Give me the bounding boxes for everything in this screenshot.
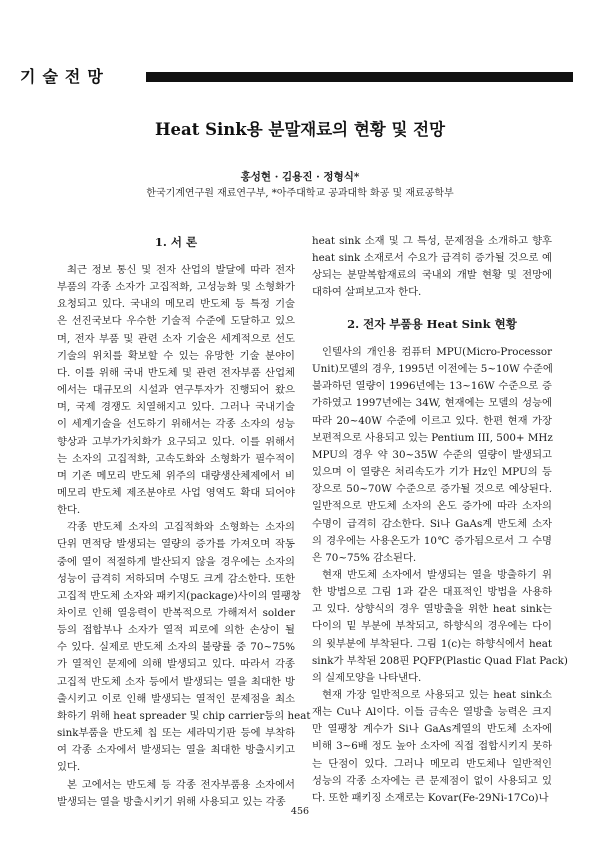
text-line: 는 소자의 고집적화, 고속도화와 소형화가 필수적이	[57, 452, 295, 465]
text-line: 현재 가장 일반적으로 사용되고 있는 heat sink소	[322, 689, 552, 701]
section-heading-heat-sink-status: 2. 전자 부품용 Heat Sink 현황	[347, 317, 517, 331]
text-line: 발생되는 열을 방출시키기 위해 사용되고 있는 각종	[57, 795, 286, 808]
text-line: sink부품을 반도체 칩 또는 세라믹기판 등에 부착하	[57, 727, 295, 740]
text-line: 가 열적인 문제에 의해 발생되고 있다. 따라서 각종	[57, 658, 295, 671]
text-line: sink가 부착된 208핀 PQFP(Plastic Quad Flat Pack)	[312, 654, 568, 667]
text-line: 최근 정보 통신 및 전자 산업의 발달에 따라 전자	[67, 264, 295, 276]
header-rule	[146, 72, 573, 82]
text-line: 화하기 위해 heat spreader 및 chip carrier등의 heat	[57, 709, 311, 722]
text-line: 며, 국제 경쟁도 치열해지고 있다. 그러나 국내기술	[57, 401, 295, 414]
text-line: 고집적 반도체 소자 등에서 발생되는 열을 최대한 방	[57, 675, 295, 688]
text-line: 인텔사의 개인용 컴퓨터 MPU(Micro-Processor	[322, 346, 552, 358]
text-line: 다. 또한 패키징 소재로는 Kovar(Fe-29Ni-17Co)나	[312, 791, 549, 804]
text-line: 수 있다. 실제로 반도체 소자의 불량률 중 70~75%	[57, 641, 295, 654]
text-line: 따라 20~40W 수준에 이르고 있다. 한편 현재 가장	[312, 414, 552, 427]
text-line: 성능의 각종 소자에는 큰 문제점이 없이 사용되고 있	[312, 774, 552, 787]
text-line: 에서는 대규모의 시설과 연구투자가 진행되어 왔으	[57, 384, 295, 397]
section-heading-introduction: 1. 서 론	[154, 235, 198, 249]
author-affiliation: 한국기계연구원 재료연구부, *아주대학교 공과대학 화공 및 재료공학부	[146, 188, 454, 199]
text-line: 향상과 고부가가치화가 요구되고 있다. 이를 위해서	[57, 435, 295, 448]
text-line: 장으로 50~70W 수준으로 증가될 것으로 예상된다.	[312, 483, 552, 496]
text-line: 각종 반도체 소자의 고집적화와 소형화는 소자의	[67, 521, 295, 534]
text-line: 현재 반도체 소자에서 발생되는 열을 방출하기 위	[322, 568, 552, 581]
text-line: 있으며 이 열량은 처리속도가 기가 Hz인 MPU의 등	[312, 466, 552, 479]
text-line: 본 고에서는 반도체 등 각종 전자부품용 소자에서	[67, 778, 295, 791]
text-line: 의 경우에는 사용온도가 10℃ 증가됨으로서 그 수명	[312, 534, 552, 547]
text-line: 의 실제모양을 나타낸다.	[312, 671, 422, 684]
section-label: 기술전망	[20, 67, 110, 86]
text-line: 은 선진국보다 우수한 기술적 수준에 도달하고 있으	[57, 315, 295, 328]
author-list: 홍성현 · 김용진 · 정형식*	[240, 171, 360, 183]
text-line: MPU의 경우 약 30~35W 수준의 열량이 발생되고	[312, 448, 552, 461]
text-line: 다. 이를 위해 국내 반도체 및 관련 전자부품 산업체	[57, 366, 295, 379]
article-title: Heat Sink용 분말재료의 현황 및 전망	[154, 120, 446, 139]
text-line: 한다.	[57, 504, 81, 517]
text-line: 불과하던 열량이 1996년에는 13~16W 수준으로 증	[312, 380, 552, 393]
text-line: 중에 열이 적절하게 발산되지 않을 경우에는 소자의	[57, 555, 295, 568]
text-line: 고집적 반도체 소자와 패키지(package)사이의 열팽창	[57, 589, 301, 602]
text-line: 차이로 인해 열응력이 반복적으로 가해져서 solder	[57, 607, 295, 619]
text-line: 한 방법으로 그림 1과 같은 대표적인 방법을 사용하	[312, 586, 552, 599]
text-line: 보편적으로 사용되고 있는 Pentium III, 500+ MHz	[312, 431, 553, 444]
text-line: 메모리 반도체 제조분야로 사업 영역도 확대 되어야	[57, 486, 295, 499]
text-line: 고 있다. 상향식의 경우 열방출을 위한 heat sink는	[312, 603, 552, 616]
text-line: 기술의 위치를 확보할 수 있는 유망한 기술 분야이	[57, 349, 295, 362]
text-line: 이 세계기술을 선도하기 위해서는 각종 소자의 성능	[57, 418, 295, 431]
text-line: 성능이 급격히 저하되며 수명도 크게 감소한다. 또한	[57, 572, 295, 585]
text-line: 의 윗부분에 부착된다. 그림 1(c)는 하향식에서 heat	[312, 637, 552, 650]
text-line: 수명이 급격히 감소한다. Si나 GaAs계 반도체 소자	[312, 517, 552, 530]
text-line: 상되는 분말복합재료의 국내외 개발 현황 및 전망에	[312, 269, 552, 282]
text-line: 며 기존 메모리 반도체 위주의 대량생산체제에서 비	[57, 469, 295, 482]
section-header-bar	[20, 66, 573, 88]
text-line: 부품의 각종 소자가 고집적화, 고성능화 및 소형화가	[57, 281, 295, 294]
text-line: heat sink 소재로서 수요가 급격히 증가될 것으로 예	[312, 252, 552, 265]
text-line: 일반적으로 반도체 소자의 온도 증가에 따라 소자의	[312, 500, 552, 513]
text-line: 다이의 밑 부분에 부착되고, 하향식의 경우에는 다이	[312, 620, 552, 633]
text-line: 있다.	[57, 761, 81, 774]
text-line: 가하였고 1997년에는 34W, 현재에는 모델의 성능에	[312, 397, 552, 410]
text-line: 여 각종 소자에서 발생되는 열을 최대한 방출시키고	[57, 744, 295, 757]
text-line: 단위 면적당 발생되는 열량의 증가를 가져오며 작동	[57, 538, 295, 551]
text-line: heat sink 소재 및 그 특성, 문제점을 소개하고 향후	[312, 235, 552, 247]
text-line: 요청되고 있다. 국내의 메모리 반도체 등 특정 기술	[57, 298, 295, 311]
text-line: 등의 접합부나 소자가 열적 피로에 의한 손상이 될	[57, 624, 295, 637]
text-line: 대하여 살펴보고자 한다.	[312, 286, 422, 299]
text-line: 는 단점이 있다. 그러나 메모리 반도체나 일반적인	[312, 757, 552, 770]
page-number: 456	[290, 806, 310, 817]
text-line: 며, 전자 부품 및 관련 소자 기술은 세계적으로 선도	[57, 332, 295, 345]
text-line: Unit)모델의 경우, 1995년 이전에는 5~10W 수준에	[312, 363, 553, 376]
text-line: 은 70~75% 감소된다.	[312, 551, 417, 564]
text-line: 만 열팽창 계수가 Si나 GaAs계열의 반도체 소자에	[312, 723, 552, 736]
text-line: 출시키고 이로 인해 발생되는 열적인 문제점을 최소	[57, 692, 295, 705]
text-line: 재는 Cu나 Al이다. 이들 금속은 열방출 능력은 크지	[312, 706, 552, 719]
text-line: 비해 3~6배 정도 높아 소자에 직접 접합시키지 못하	[312, 740, 552, 753]
